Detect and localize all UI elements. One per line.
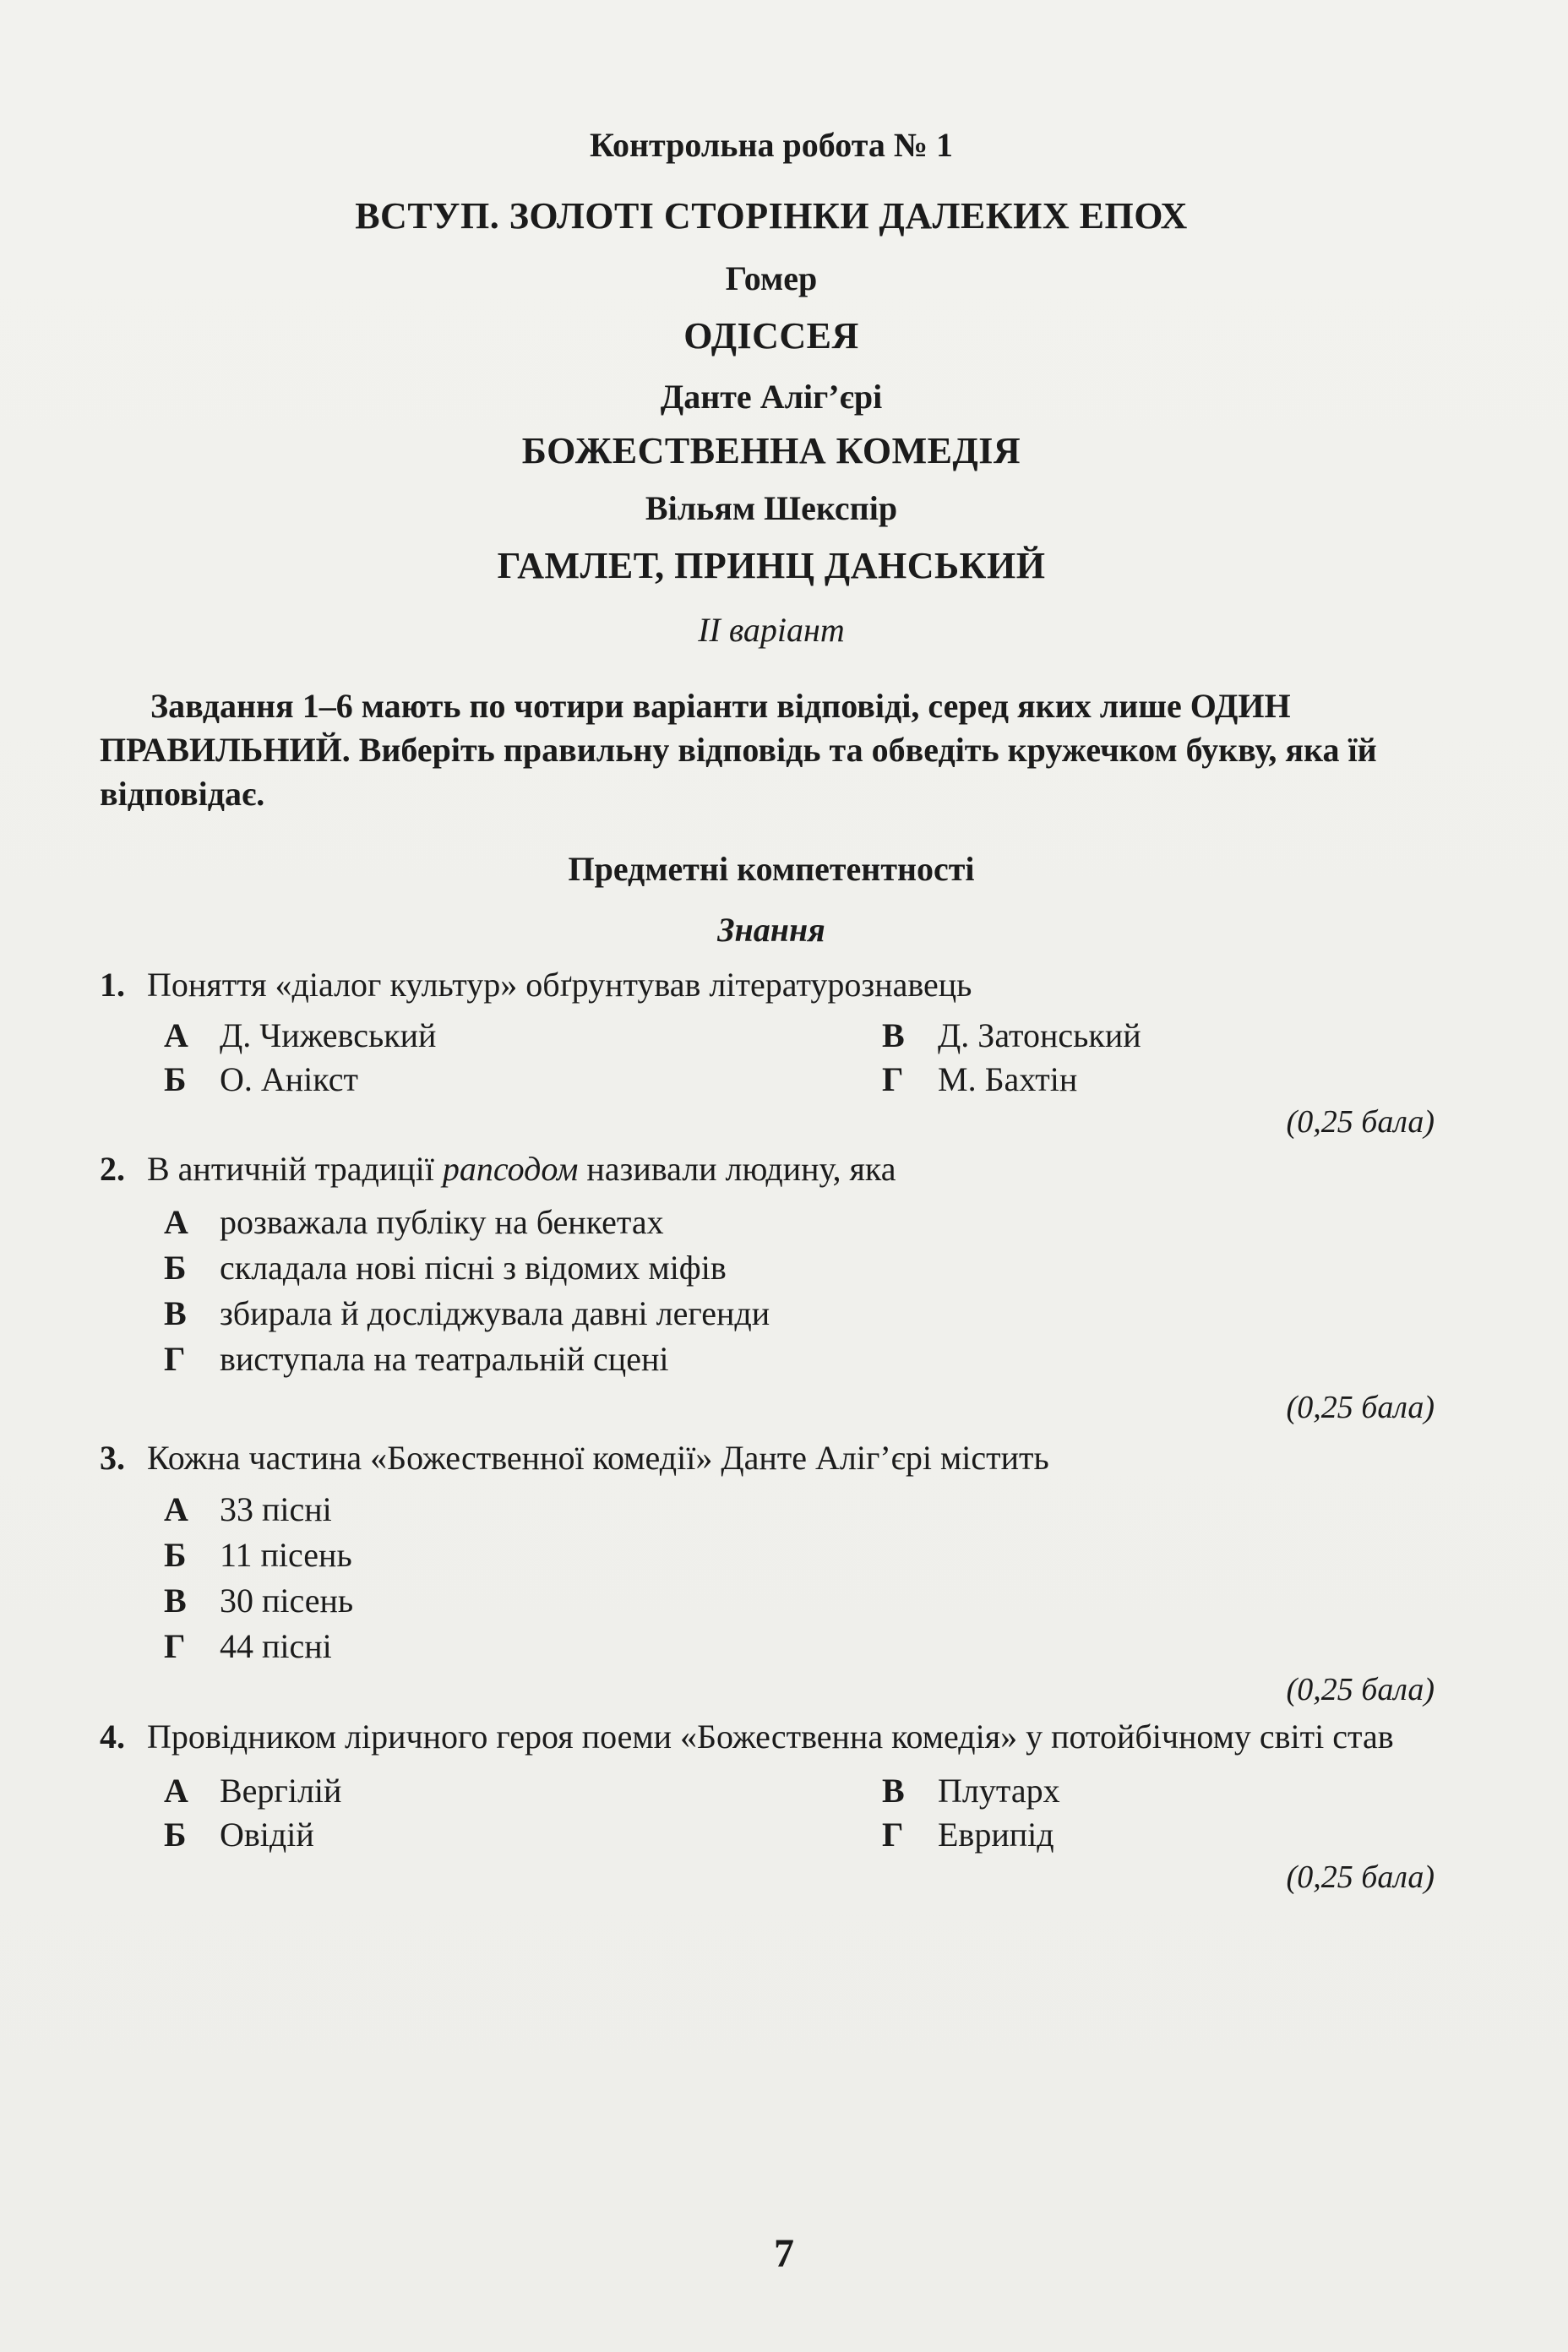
option-letter: А: [164, 1772, 188, 1810]
option-text: складала нові пісні з відомих міфів: [220, 1249, 727, 1287]
option-g[interactable]: [164, 1337, 1443, 1382]
work-odyssey: ОДІССЕЯ: [683, 315, 859, 357]
answer-options: [164, 1014, 1443, 1102]
question-number: 1.: [100, 966, 125, 1004]
instructions: Завдання 1–6 мають по чотири варіанти відповіді, серед яких лише ОДИН ПРАВИЛЬНИЙ. Виберіть правильну відповідь та обведіть кружечком букву, яка їй відповідає.: [100, 687, 1377, 813]
option-g[interactable]: [882, 1813, 1473, 1857]
option-b[interactable]: [164, 1533, 1443, 1578]
question-text-start: В античній традиції: [147, 1150, 443, 1188]
option-letter: Б: [164, 1249, 187, 1287]
option-letter: Б: [164, 1060, 187, 1098]
option-v[interactable]: [164, 1291, 1443, 1337]
knowledge-heading: Знання: [717, 911, 825, 949]
question-4: [100, 1715, 1443, 1897]
option-letter: В: [882, 1772, 905, 1810]
question-text: Кожна частина «Божественної комедії» Данте Аліг’єрі містить: [147, 1439, 1049, 1477]
score-label: (0,25 бала): [1286, 1390, 1435, 1425]
option-text: 44 пісні: [220, 1627, 332, 1665]
author-dante: Данте Аліг’єрі: [660, 378, 883, 416]
option-letter: Г: [164, 1627, 186, 1665]
section-title: ВСТУП. ЗОЛОТІ СТОРІНКИ ДАЛЕКИХ ЕПОХ: [355, 195, 1188, 237]
score-label: (0,25 бала): [1286, 1104, 1435, 1140]
option-letter: Г: [882, 1816, 904, 1854]
option-letter: В: [882, 1016, 905, 1054]
question-text: Поняття «діалог культур» обґрунтував літературознавець: [147, 966, 972, 1004]
score-label: (0,25 бала): [1286, 1672, 1435, 1707]
option-text: М. Бахтін: [938, 1060, 1078, 1098]
option-text: Плутарх: [938, 1772, 1060, 1810]
option-v[interactable]: [882, 1014, 1473, 1058]
option-letter: Г: [882, 1060, 904, 1098]
option-v[interactable]: [164, 1578, 1443, 1624]
option-text: 33 пісні: [220, 1490, 332, 1528]
test-title: Контрольна робота № 1: [589, 126, 954, 164]
question-number: 3.: [100, 1439, 125, 1477]
option-letter: В: [164, 1294, 187, 1332]
option-a[interactable]: [164, 1487, 1443, 1533]
option-letter: Б: [164, 1536, 187, 1574]
option-text: Д. Чижевський: [220, 1016, 437, 1054]
option-g[interactable]: [164, 1624, 1443, 1669]
option-text: Еврипід: [938, 1816, 1054, 1854]
answer-options: [164, 1487, 1443, 1669]
option-letter: А: [164, 1203, 188, 1241]
option-v[interactable]: [882, 1769, 1473, 1813]
work-hamlet: ГАМЛЕТ, ПРИНЦ ДАНСЬКИЙ: [497, 545, 1046, 586]
option-g[interactable]: [882, 1058, 1473, 1102]
question-text: Провідником ліричного героя поеми «Божественна комедія» у потойбічному світі став: [147, 1718, 1394, 1756]
option-letter: Г: [164, 1340, 186, 1378]
option-letter: В: [164, 1582, 187, 1620]
option-text: 30 пісень: [220, 1582, 354, 1620]
question-text-emphasis: рапсодом: [442, 1150, 579, 1188]
work-divine-comedy: БОЖЕСТВЕННА КОМЕДІЯ: [521, 430, 1021, 471]
question-text-end: називали людину, яка: [578, 1150, 896, 1188]
option-text: виступала на театральній сцені: [220, 1340, 669, 1378]
option-text: Овідій: [220, 1816, 314, 1854]
document-body: [100, 118, 1443, 1897]
question-1: [100, 963, 1443, 1142]
variant-label: ІІ варіант: [698, 611, 845, 649]
author-shakespeare: Вільям Шекспір: [645, 489, 898, 527]
option-b[interactable]: [164, 1245, 1443, 1291]
question-number: 2.: [100, 1150, 125, 1188]
option-text: Д. Затонський: [938, 1016, 1141, 1054]
option-text: Вергілій: [220, 1772, 342, 1810]
author-homer: Гомер: [725, 259, 818, 297]
option-a[interactable]: [164, 1200, 1443, 1245]
option-b[interactable]: [164, 1058, 882, 1102]
answer-options: [164, 1769, 1443, 1857]
option-b[interactable]: [164, 1813, 882, 1857]
option-a[interactable]: [164, 1769, 882, 1813]
option-a[interactable]: [164, 1014, 882, 1058]
score-label: (0,25 бала): [1286, 1859, 1435, 1895]
option-text: 11 пісень: [220, 1536, 352, 1574]
competence-heading: Предметні компетентності: [568, 850, 975, 888]
page-number: 7: [774, 2231, 794, 2276]
option-letter: А: [164, 1016, 188, 1054]
option-text: О. Анікст: [220, 1060, 358, 1098]
answer-options: [164, 1200, 1443, 1382]
question-2: [100, 1147, 1443, 1428]
question-3: [100, 1436, 1443, 1710]
option-text: розважала публіку на бенкетах: [220, 1203, 664, 1241]
option-letter: А: [164, 1490, 188, 1528]
option-letter: Б: [164, 1816, 187, 1854]
option-text: збирала й досліджувала давні легенди: [220, 1294, 770, 1332]
question-number: 4.: [100, 1718, 125, 1756]
